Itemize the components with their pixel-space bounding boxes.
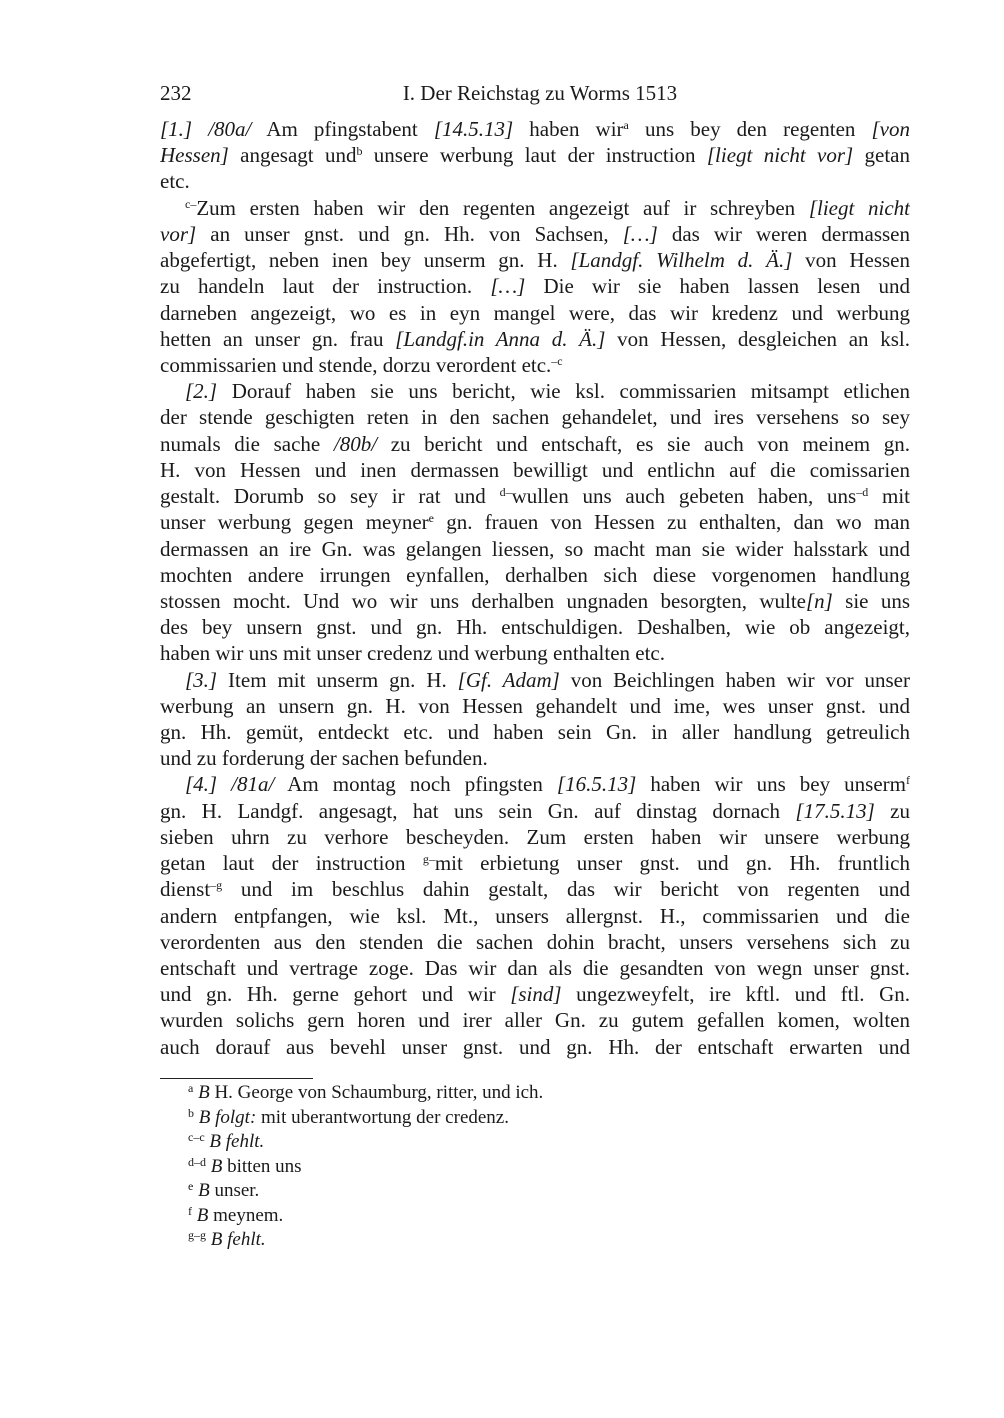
editorial-italic-text: [liegt nicht: [808, 195, 910, 220]
text-line: [160, 693, 910, 719]
text-run: mit erbietung unser gnst. und gn. Hh. fruntlich: [434, 851, 910, 876]
editorial-italic-text: [Landgf. Wilhelm d. Ä.]: [570, 248, 793, 273]
editorial-italic-text: B fehlt.: [210, 1229, 266, 1250]
text-run: dermassen an ire Gn. was gelangen liessen, so macht man sie wider halsstark und: [160, 536, 910, 561]
text-line: [160, 614, 910, 640]
text-line: [160, 457, 910, 483]
text-line: [160, 221, 910, 247]
footnote-marker: e: [428, 511, 434, 526]
footnote-marker: g–: [422, 852, 435, 867]
text-run: des bey unsern gnst. und gn. Hh. entschuldigen. Deshalben, wie ob angezeigt,: [160, 615, 910, 640]
text-run: haben wir uns mit unser credenz und werbung enthalten etc.: [160, 641, 665, 666]
editorial-italic-text: [4.] /81a/: [185, 772, 275, 797]
body-text: [160, 116, 910, 1060]
text-line: [160, 509, 910, 535]
text-line: [160, 483, 910, 509]
text-line: [160, 562, 910, 588]
editorial-italic-text: [14.5.13]: [433, 117, 514, 141]
text-run: Item mit unserm gn. H.: [217, 667, 458, 692]
text-run: getan: [853, 143, 910, 168]
editorial-italic-text: B: [198, 1180, 210, 1201]
editorial-italic-text: [n]: [805, 588, 833, 613]
text-line: [160, 1034, 910, 1060]
text-line: [160, 195, 910, 221]
paragraph: [160, 771, 910, 1059]
editorial-italic-text: vor]: [160, 221, 197, 246]
text-run: unser werbung gegen meyner: [160, 510, 429, 535]
text-line: [160, 903, 910, 929]
text-run: und zu forderung der sachen befunden.: [160, 746, 488, 771]
text-line: [160, 771, 910, 797]
text-run: angesagt und: [228, 143, 357, 168]
text-line: [160, 719, 910, 745]
text-run: gn. H. Landgf. angesagt, hat uns sein Gn. auf dinstag dornach: [160, 798, 796, 823]
text-run: Am montag noch pfingsten: [274, 772, 557, 797]
footnote-marker: a: [623, 118, 629, 132]
footnote-marker: f: [188, 1203, 192, 1218]
text-line: [160, 640, 910, 666]
editorial-italic-text: [Landgf.in Anna d. Ä.]: [395, 326, 606, 351]
text-line: [160, 824, 910, 850]
text-line: [160, 378, 910, 404]
text-run: meynem.: [208, 1204, 284, 1226]
text-run: uns bey den regenten: [628, 117, 872, 141]
text-line: [160, 352, 910, 378]
paragraph: [160, 116, 910, 195]
editorial-italic-text: […]: [622, 221, 658, 246]
editorial-italic-text: B: [210, 1155, 223, 1177]
text-run: andern entpfangen, wie ksl. Mt., unsers allergnst. H., commissarien und die: [160, 903, 910, 928]
footnote: [188, 1081, 543, 1106]
footnote: [188, 1179, 543, 1204]
text-line: [160, 431, 910, 457]
text-run: ungezweyfelt, ire kftl. und ftl. Gn.: [561, 982, 910, 1007]
text-run: mochten andere irrungen eynfallen, derhalben sich diese vorgenomen handlung: [160, 562, 910, 587]
text-line: [160, 876, 910, 902]
footnote-marker: e: [188, 1179, 194, 1193]
text-run: darneben angezeigt, wo es in eyn mangel were, das wir kredenz und werbung: [160, 300, 910, 325]
text-run: wurden solichs gern horen und irer aller Gn. zu gutem gefallen komen, wolten: [160, 1008, 910, 1033]
text-run: gestalt. Dorumb so sey ir rat und: [160, 484, 500, 509]
text-run: stossen mocht. Und wo wir uns derhalben ungnaden besorgten, wulte: [160, 588, 806, 613]
running-header: [160, 80, 910, 106]
text-line: [160, 273, 910, 299]
footnote-marker: f: [906, 773, 910, 788]
footnote-marker: a: [188, 1081, 194, 1095]
editorial-italic-text: B folgt:: [198, 1106, 257, 1128]
text-line: [160, 745, 910, 771]
editorial-italic-text: B: [198, 1082, 210, 1103]
text-run: abgefertigt, neben inen bey unserm gn. H.: [160, 248, 571, 273]
text-run: Die wir sie haben lassen lesen und: [525, 274, 910, 299]
text-run: hetten an unser gn. frau: [160, 326, 396, 351]
text-line: [160, 588, 910, 614]
text-run: von Hessen, desgleichen an ksl.: [605, 326, 910, 351]
editorial-italic-text: [17.5.13]: [795, 798, 875, 823]
text-run: mit: [868, 484, 910, 509]
editorial-italic-text: /80b/: [333, 431, 378, 456]
footnote: [188, 1106, 543, 1131]
footnote: [188, 1204, 543, 1229]
text-line: [160, 850, 910, 876]
text-run: dienst: [160, 877, 211, 902]
page-number: 232: [160, 81, 192, 105]
text-run: etc.: [160, 169, 190, 194]
text-run: zu: [874, 798, 910, 823]
text-run: numals die sache: [160, 431, 334, 456]
text-line: [160, 798, 910, 824]
paragraph: [160, 667, 910, 772]
footnote-marker: c–c: [188, 1130, 205, 1144]
text-run: H. George von Schaumburg, ritter, und ich.: [209, 1082, 544, 1103]
text-run: auch dorauf aus bevehl unser gnst. und gn. Hh. der entschaft erwarten und: [160, 1034, 910, 1059]
text-run: sieben uhrn zu verhore bescheyden. Zum ersten haben wir unsere werbung: [160, 824, 910, 849]
editorial-italic-text: B fehlt.: [209, 1131, 265, 1152]
text-run: an unser gnst. und gn. Hh. von Sachsen,: [196, 221, 623, 246]
text-run: werbung an unsern gn. H. von Hessen gehandelt und ime, wes unser gnst. und: [160, 693, 910, 718]
text-run: von Hessen: [792, 248, 910, 273]
footnote-marker: d–d: [188, 1154, 206, 1169]
text-run: wullen uns auch gebeten haben, uns: [511, 484, 857, 509]
footnote: [188, 1228, 543, 1253]
editorial-italic-text: Hessen]: [160, 143, 229, 168]
text-run: und gn. Hh. gerne gehort und wir: [160, 982, 511, 1007]
text-run: gn. frauen von Hessen zu enthalten, dan wo man: [434, 510, 910, 535]
footnote-marker: c–: [185, 196, 197, 211]
text-run: unsere werbung laut der instruction: [362, 143, 707, 168]
text-line: [160, 116, 910, 142]
text-run: mit uberantwortung der credenz.: [256, 1106, 509, 1128]
text-run: zu bericht und entschaft, es sie auch von meinem gn.: [377, 431, 910, 456]
footnote: [188, 1130, 543, 1155]
text-line: [160, 168, 910, 194]
editorial-italic-text: […]: [490, 274, 526, 299]
editorial-italic-text: [16.5.13]: [556, 772, 637, 797]
footnote-marker: b: [356, 144, 363, 159]
text-run: haben wir uns bey unserm: [636, 772, 907, 797]
editorial-italic-text: [liegt nicht vor]: [706, 143, 854, 168]
text-line: [160, 929, 910, 955]
text-run: das wir weren dermassen: [657, 221, 910, 246]
footnote-marker: d–: [499, 485, 512, 500]
paragraph: [160, 195, 910, 379]
text-line: [160, 142, 910, 168]
text-line: [160, 667, 910, 693]
text-run: Zum ersten haben wir den regenten angezeigt auf ir schreyben: [196, 195, 809, 220]
editorial-italic-text: [von: [871, 117, 910, 141]
text-run: haben wir: [513, 117, 624, 141]
footnote-marker: –c: [551, 353, 563, 368]
text-line: [160, 1007, 910, 1033]
editorial-italic-text: [1.] /80a/: [160, 117, 252, 141]
text-run: H. von Hessen und inen dermassen bewilligt und entlichn auf die comissarien: [160, 457, 910, 482]
text-run: gn. Hh. gemüt, entdeckt etc. und haben sein Gn. in aller handlung getreulich: [160, 720, 910, 745]
text-line: [160, 300, 910, 326]
text-line: [160, 247, 910, 273]
text-line: [160, 955, 910, 981]
text-run: zu handeln laut der instruction.: [160, 274, 491, 299]
text-run: und im beschlus dahin gestalt, das wir bericht von regenten und: [222, 877, 910, 902]
footnote-marker: g–g: [188, 1228, 206, 1242]
text-run: verordenten aus den stenden die sachen dohin bracht, unsers versehens sich zu: [160, 929, 910, 954]
text-run: getan laut der instruction: [160, 851, 423, 876]
text-run: sie uns: [832, 588, 910, 613]
footnotes: [188, 1081, 543, 1253]
editorial-italic-text: [2.]: [185, 379, 218, 404]
text-line: [160, 326, 910, 352]
paragraph: [160, 378, 910, 666]
text-line: [160, 404, 910, 430]
text-run: bitten uns: [222, 1155, 302, 1177]
editorial-italic-text: [3.]: [185, 667, 218, 692]
text-run: unser.: [209, 1180, 260, 1201]
text-run: entschaft und vertrage zoge. Das wir dan als die gesandten von wegn unser gnst.: [160, 956, 910, 980]
footnote: [188, 1155, 543, 1180]
text-line: [160, 981, 910, 1007]
text-line: [160, 536, 910, 562]
editorial-italic-text: [Gf. Adam]: [457, 667, 560, 692]
footnote-marker: b: [188, 1105, 194, 1120]
footnote-marker: –g: [210, 878, 223, 893]
text-run: Dorauf haben sie uns bericht, wie ksl. commissarien mitsampt etlichen: [217, 379, 910, 404]
footnote-rule: [160, 1078, 313, 1079]
text-run: Am pfingstabent: [251, 117, 434, 141]
text-run: der stende geschigten reten in den sachen gehandelet, und ires versehens so sey: [160, 405, 910, 430]
footnote-marker: –d: [856, 485, 869, 500]
editorial-italic-text: [sind]: [510, 982, 562, 1007]
text-run: commissarien und stende, dorzu verordent etc.: [160, 352, 552, 377]
text-run: von Beichlingen haben wir vor unser: [559, 667, 910, 692]
editorial-italic-text: B: [196, 1204, 209, 1226]
running-title: I. Der Reichstag zu Worms 1513: [402, 81, 678, 105]
